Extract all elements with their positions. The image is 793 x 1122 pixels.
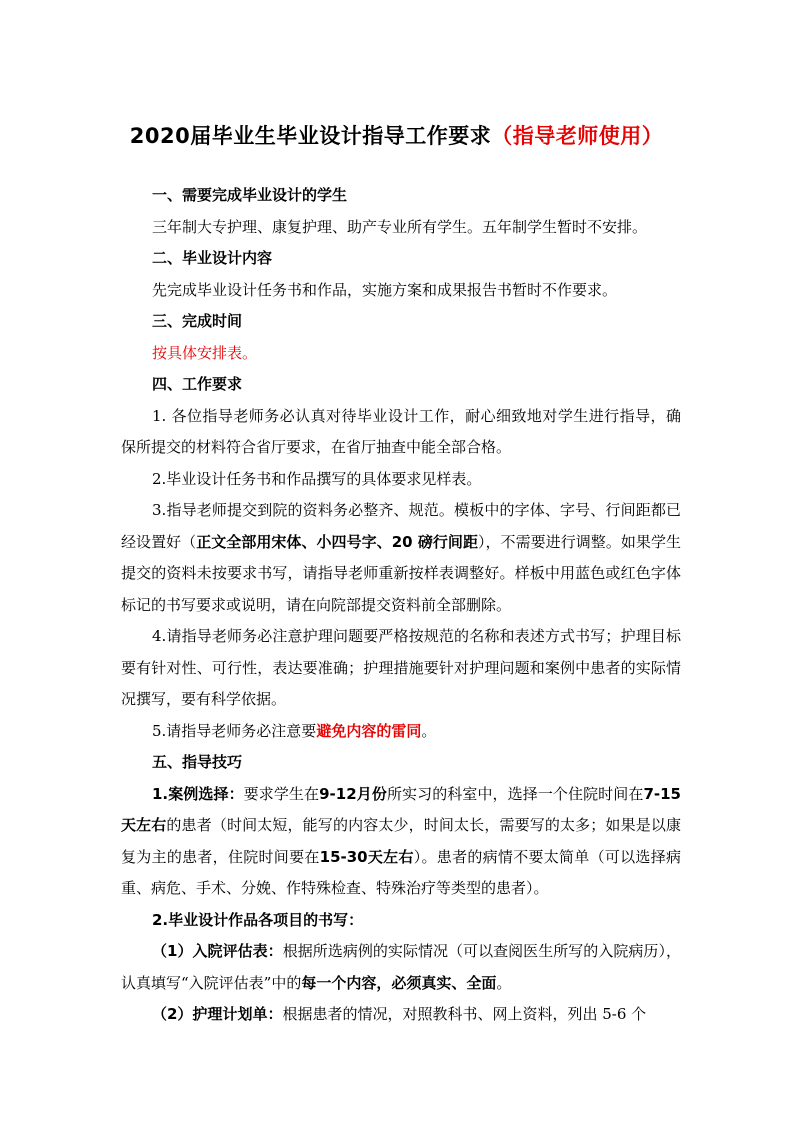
bold-text: 15-30天左右 [319,847,414,866]
section-heading: 一、需要完成毕业设计的学生 [152,186,348,204]
requirement-3 [121,495,681,621]
title-highlight: （指导老师使用） [491,124,664,148]
text: 5.请指导老师务必注意要 [152,721,317,740]
requirement-2: 2.毕业设计任务书和作品撰写的具体要求见样表。 [152,469,482,488]
requirement-4: 4.请指导老师务必注意护理问题要严格按规范的名称和表述方式书写；护理目标要有针对性、可行性，表达要准确；护理措施要针对护理问题和案例中患者的实际情况撰写，要有科学依据。 [121,627,681,708]
paragraph: 三年制大专护理、康复护理、助产专业所有学生。五年制学生暂时不安排。 [152,217,648,236]
paragraph-red: 按具体安排表。 [152,343,258,362]
red-bold-text: 避免内容的雷同 [316,721,422,740]
bold-text: 7-15 天左右 [121,784,681,834]
text: ），不需要进行调整。如果学生提交的资料未按要求书写，请指导老师重新按样表调整好。样板中用蓝色或红色字体标记的书写要求或说明，请在向院部提交资料前全部删除。 [121,532,681,614]
text: 3.指导老师提交到院的资料务必整齐、规范。模板中的字体、字号、行间距都已经设置好（ [121,501,681,551]
text: 根据所选病例的实际情况（可以查阅医生所写的入院病历），认真填写“入院评估表”中的 [121,942,681,992]
text: ）。患者的病情不要太简单（可以选择病重、病危、手术、分娩、作特殊检查、特殊治疗等类型的患者）。 [121,847,681,897]
text: 所实习的科室中，选择一个住院时间在 [386,784,644,803]
bold-text: （1）入院评估表： [152,942,283,960]
bold-text: （2）护理计划单： [152,1005,283,1023]
document-title [0,120,793,150]
tip-2-2 [121,999,681,1031]
section-heading: 四、工作要求 [152,375,243,393]
document-body [121,180,681,1031]
section-heading: 二、毕业设计内容 [152,249,273,267]
text: 根据患者的情况，对照教科书、网上资料，列出 5-6 个 [282,1005,647,1023]
section-heading: 五、指导技巧 [152,753,243,771]
tip-2-1 [121,936,681,999]
tip-2-heading: 2.毕业设计作品各项目的书写： [152,910,364,929]
bold-text: 1.案例选择： [152,784,244,803]
title-main: 2020届毕业生毕业设计指导工作要求 [129,124,492,148]
section-heading: 三、完成时间 [152,312,243,330]
paragraph: 先完成毕业设计任务书和作品，实施方案和成果报告书暂时不作要求。 [152,280,618,299]
bold-text: 9-12月份 [319,784,387,803]
text: 要求学生在 [243,784,320,803]
requirement-5 [121,716,681,748]
text: 。 [421,721,437,740]
bold-text: 正文全部用宋体、小四号字、20 磅行间距 [196,532,478,551]
requirement-1: 1. 各位指导老师务必认真对待毕业设计工作，耐心细致地对学生进行指导，确保所提交的材料符合省厅要求，在省厅抽查中能全部合格。 [121,406,681,456]
tip-1 [121,779,681,905]
text: 的患者（时间太短，能写的内容太少，时间太长，需要写的太多；如果是以康复为主的患者，住院时间要在 [121,816,681,866]
bold-text: 每一个内容，必须真实、全面 [301,973,497,992]
text: 。 [496,973,512,992]
